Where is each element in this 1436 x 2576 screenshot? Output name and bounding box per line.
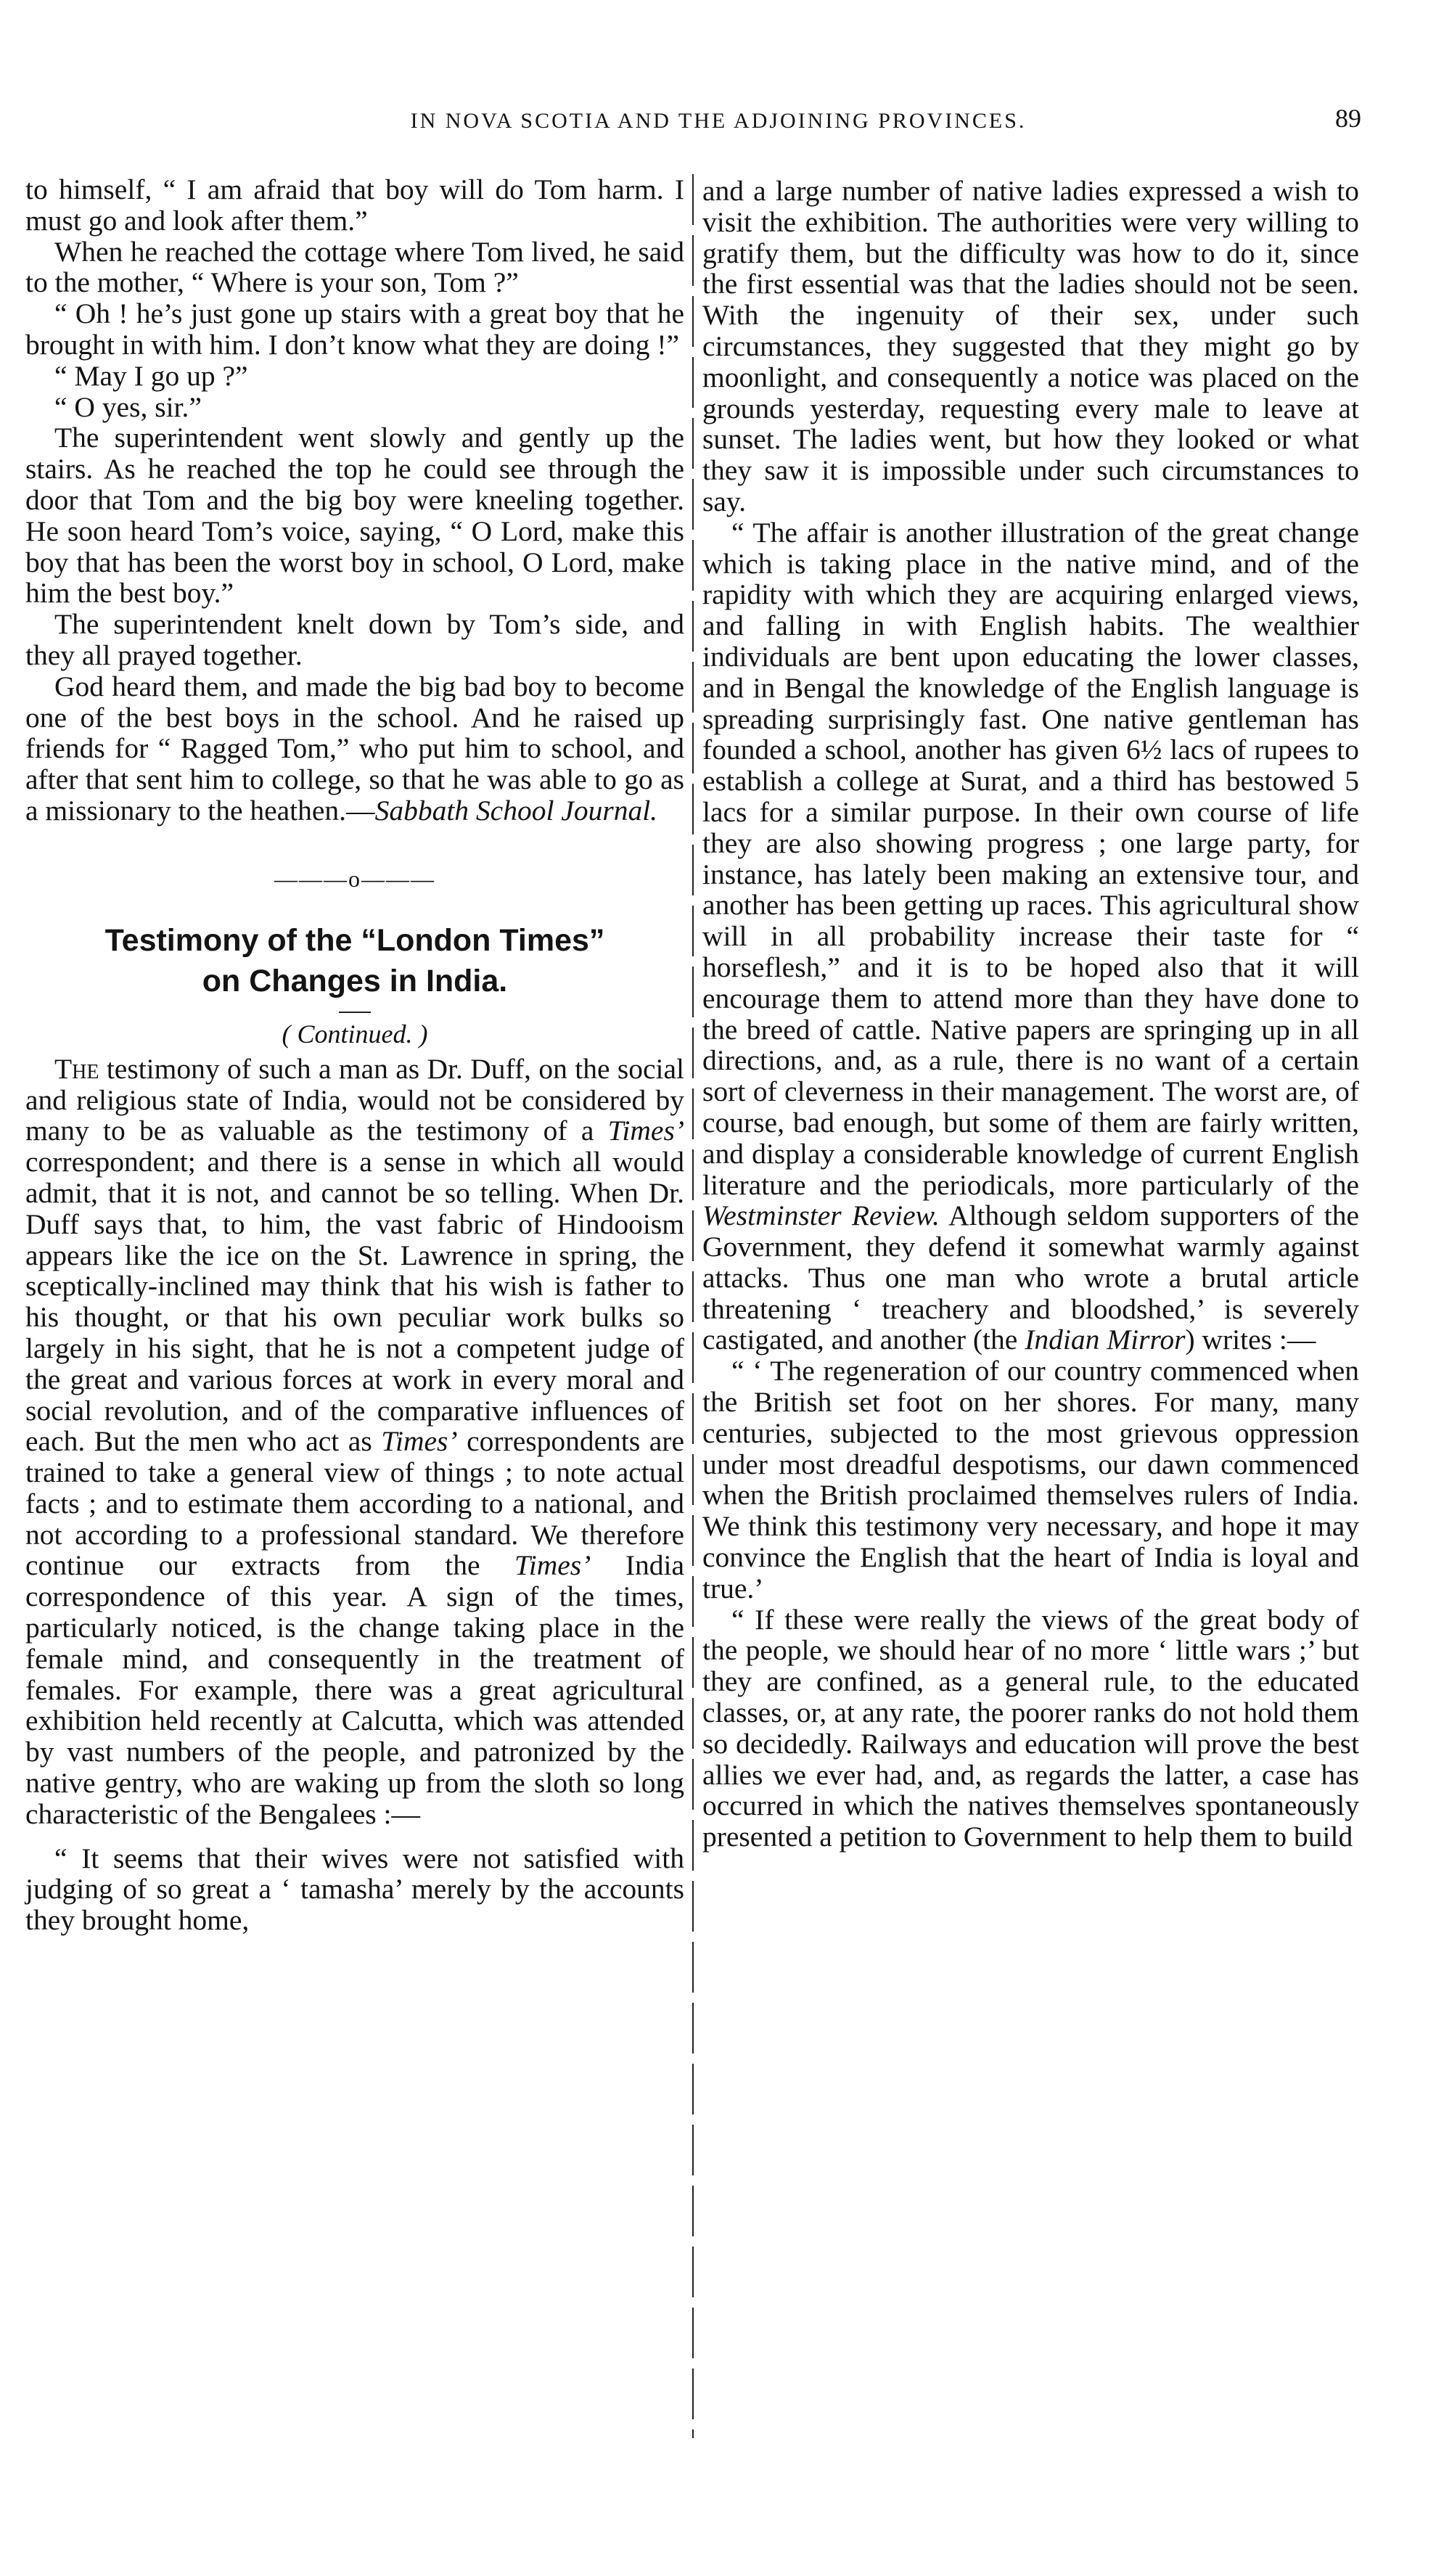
left-column [25,174,684,1936]
story-paragraph: “ May I go up ?” [54,359,248,392]
italic-run: Indian Mirror [1025,1324,1186,1356]
italic-run: Westminster Review. [702,1199,940,1232]
section-separator: ———o——— [274,865,435,892]
text-run: India correspondence of this year. A sign of the times, particularly noticed, is the change taking place in the female mind, and consequently in the treatment of females. For example, there was a great agricultural exhibition held recently at Calcutta, which was attended by vast numbers of the people, and patronized by the native gentry, who are waking up from the sloth so long characteristic of the Bengalees :— [25,1549,684,1830]
story-paragraph: When he reached the cottage where Tom lived, he said to the mother, “ Where is your son, Tom ?” [25,235,684,299]
article-paragraph: “ It seems that their wives were not satisfied with judging of so great a ‘ tamasha’ merely by the accounts they brought home, [25,1842,684,1937]
article-paragraph [702,517,1359,1356]
article-paragraph [25,1054,684,1830]
running-head: IN NOVA SCOTIA AND THE ADJOINING PROVINCES. [410,109,1027,133]
story-paragraph: to himself, “ I am afraid that boy will do Tom harm. I must go and look after them.” [25,173,684,237]
text-run: “ The affair is another illustration of the great change which is taking place in the native mind, and of the rapidity with which they are acquiring enlarged views, and falling in with English habits. The wealthier individuals are bent upon educating the lower classes, and in Bengal the knowledge of the English language is spreading surprisingly fast. One native gentleman has founded a school, another has given 6½ lacs of rupees to establish a college at Surat, and a third has bestowed 5 lacs for a similar purpose. In their own course of life they are also showing progress ; one large party, for instance, has lately been making an extensive tour, and another has been getting up races. This agricultural show will in all probability increase their taste for “ horseflesh,” and it is to be hoped also that it will encourage them to attend more than they have done to the breed of cattle. Native papers are springing up in all directions, and, as a rule, there is no want of a certain sort of cleverness in their management. The worst are, of course, bad enough, but some of them are fairly written, and display a considerable knowledge of current English literature and the periodicals, more particularly of the [702,516,1359,1201]
text-run: correspondents are trained to take a general view of things ; to note actual facts ; and to estimate them according to a national, and not according to a professional standard. We therefore continue our extracts from the [25,1425,684,1582]
italic-run: Times’ [607,1115,684,1147]
story-paragraph: “ Oh ! he’s just gone up stairs with a great boy that he brought in with him. I don’t know what they are doing !” [25,298,684,361]
title-rule [339,1012,371,1013]
italic-run: Times’ [514,1549,591,1582]
source-citation: Sabbath School Journal. [374,794,658,826]
text-run: ) writes :— [1185,1324,1316,1356]
text-run: Although seldom supporters of the Government, they defend it somewhat warmly against attacks. Thus one man who wrote a brutal article threatening ‘ treachery and bloodshed,’ is severely castigated, and another (the [702,1199,1359,1356]
text-run: correspondent; and there is a sense in which all would admit, that it is not, and cannot be so telling. When Dr. Duff says that, to him, the vast fabric of Hindooism appears like the ice on the St. Lawrence in spring, the sceptically-inclined may think that his wish is father to his thought, or that his own peculiar work bulks so largely in his sight, that he is not a competent judge of the great and various forces at work in every moral and social revolution, and of the comparative influences of each. But the men who act as [25,1146,684,1458]
article-paragraph: “ If these were really the views of the great body of the people, we should hear of no more ‘ little wars ;’ but they are confined, as a general rule, to the educated classes, or, at any rate, the poorer ranks do not hold them so decidedly. Railways and education will prove the best allies we ever had, and, as regards the latter, a case has occurred in which the natives themselves spontaneously presented a petition to Government to help them to build [702,1603,1359,1853]
article-title-line1: Testimony of the “London Times” [104,922,605,958]
story-closing-paragraph [25,671,684,826]
article-paragraph: and a large number of native ladies expressed a wish to visit the exhibition. The authorities were very willing to gratify them, but the difficulty was how to do it, since the first essential was that the ladies should not be seen. With the ingenuity of their sex, under such circumstances, they suggested that they might go by moonlight, and consequently a notice was placed on the grounds yesterday, requesting every male to leave at sunset. The ladies went, but how they looked or what they saw it is impossible under such circumstances to say. [702,175,1359,517]
story-paragraph: “ O yes, sir.” [54,390,202,423]
story-paragraph: The superintendent knelt down by Tom’s side, and they all prayed together. [25,608,684,671]
right-column [702,176,1359,1853]
column-rule [692,174,694,2438]
article-paragraph: “ ‘ The regeneration of our country commenced when the British set foot on her shores. For many, many centuries, subjected to the most grievous oppression under most dreadful despotisms, our dawn commenced when the British proclaimed themselves rulers of India. We think this testimony very necessary, and hope it may convince the English that the heart of India is loyal and true.’ [702,1355,1359,1604]
lead-word: The [54,1052,99,1085]
continued-label: ( Continued. ) [282,1019,428,1049]
text-run: testimony of such a man as Dr. Duff, on the social and religious state of India, would not be considered by many to be as valuable as the testimony of a [25,1052,684,1147]
article-title [25,920,684,1001]
italic-run: Times’ [381,1425,458,1458]
article-title-line2: on Changes in India. [202,963,508,998]
page-number: 89 [1335,104,1361,133]
story-paragraph: The superintendent went slowly and gently up the stairs. As he reached the top he could see through the door that Tom and the big boy were kneeling together. He soon heard Tom’s voice, saying, “ O Lord, make this boy that has been the worst boy in school, O Lord, make him the best boy.” [25,422,684,610]
closing-text: God heard them, and made the big bad boy to become one of the best boys in the school. And he raised up friends for “ Ragged Tom,” who put him to school, and after that sent him to college, so that he was able to go as a missionary to the heathen.— [25,670,684,826]
